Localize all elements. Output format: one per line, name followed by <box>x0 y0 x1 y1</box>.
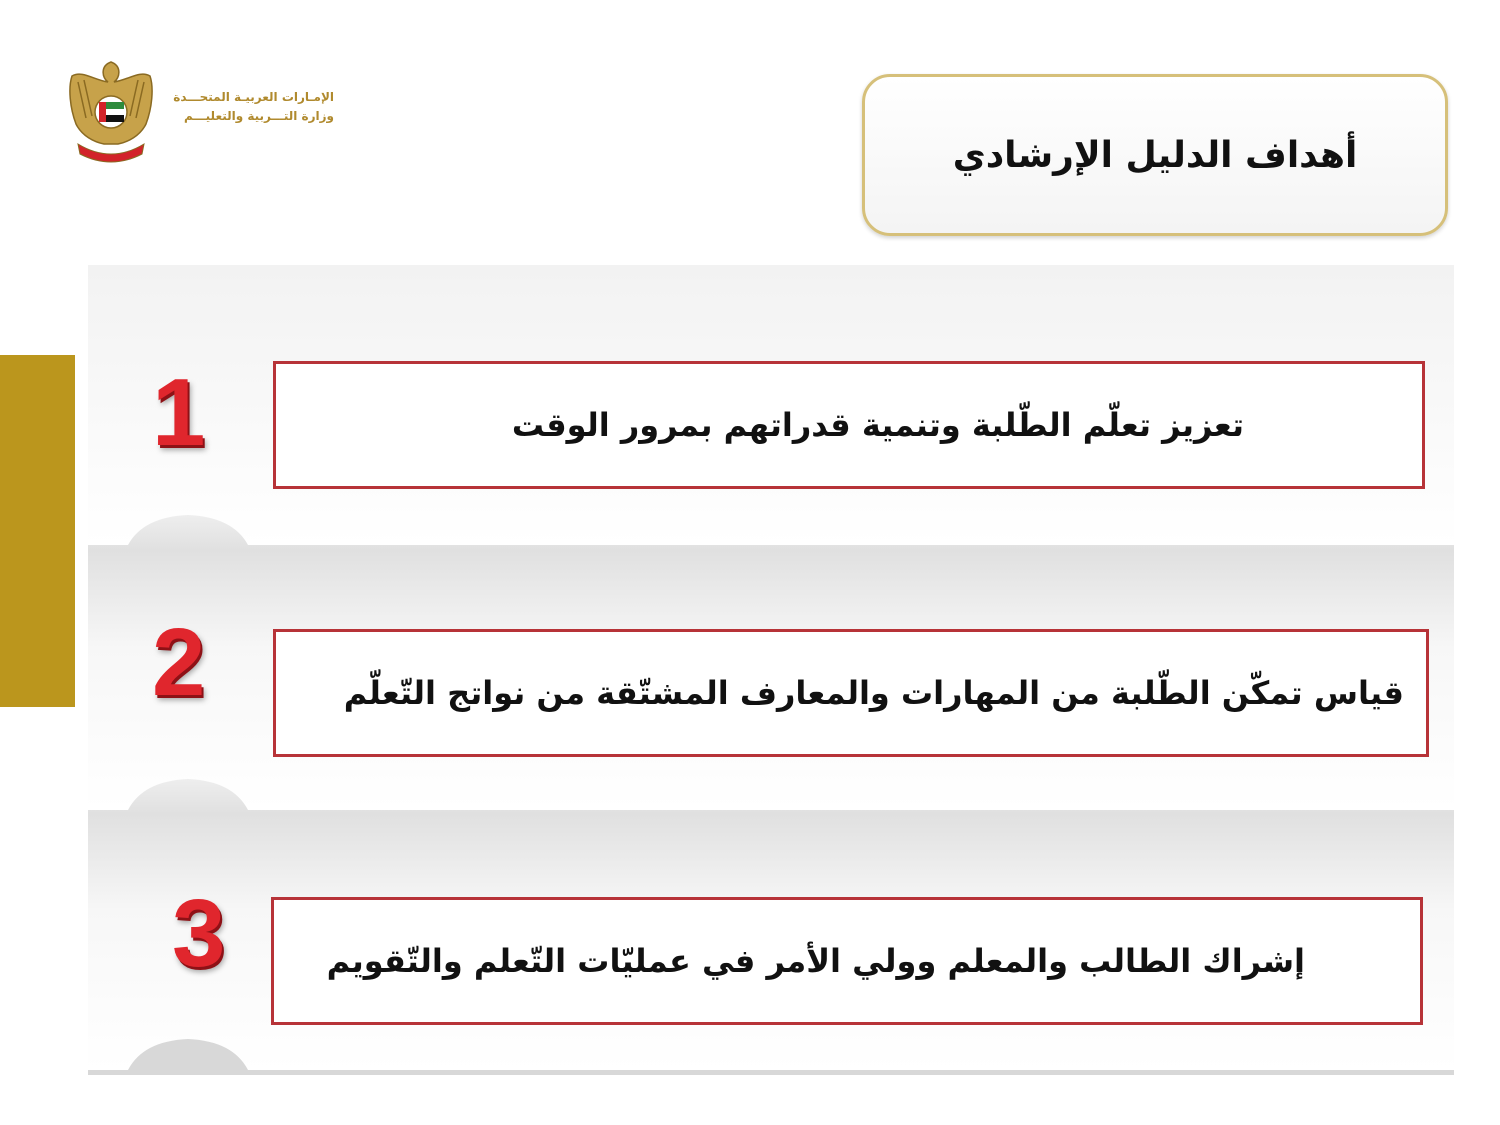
goal-text-2: قياس تمكّن الطّلبة من المهارات والمعارف المشتّقة من نواتج التّعلّم <box>343 674 1404 712</box>
uae-emblem-icon <box>64 58 158 170</box>
goal-box-2 <box>273 629 1429 757</box>
ministry-name-line1: الإمـارات العربيـة المتحـــدة <box>173 90 334 104</box>
title-box <box>862 74 1448 236</box>
goal-box-1 <box>273 361 1425 489</box>
gold-accent-bar <box>0 355 75 707</box>
goal-number-2: 2 <box>152 609 206 716</box>
goal-number-1: 1 <box>152 359 206 466</box>
goal-box-3 <box>271 897 1423 1025</box>
page-title: أهداف الدليل الإرشادي <box>952 134 1358 176</box>
goal-text-1: تعزيز تعلّم الطّلبة وتنمية قدراتهم بمرور الوقت <box>511 406 1244 444</box>
ministry-name <box>168 88 334 126</box>
ministry-name-line2: وزارة التـــربية والتعليـــم <box>183 109 334 123</box>
goal-text-3: إشراك الطالب والمعلم وولي الأمر في عمليّات التّعلم والتّقويم <box>326 942 1305 980</box>
goal-number-3: 3 <box>172 880 226 987</box>
